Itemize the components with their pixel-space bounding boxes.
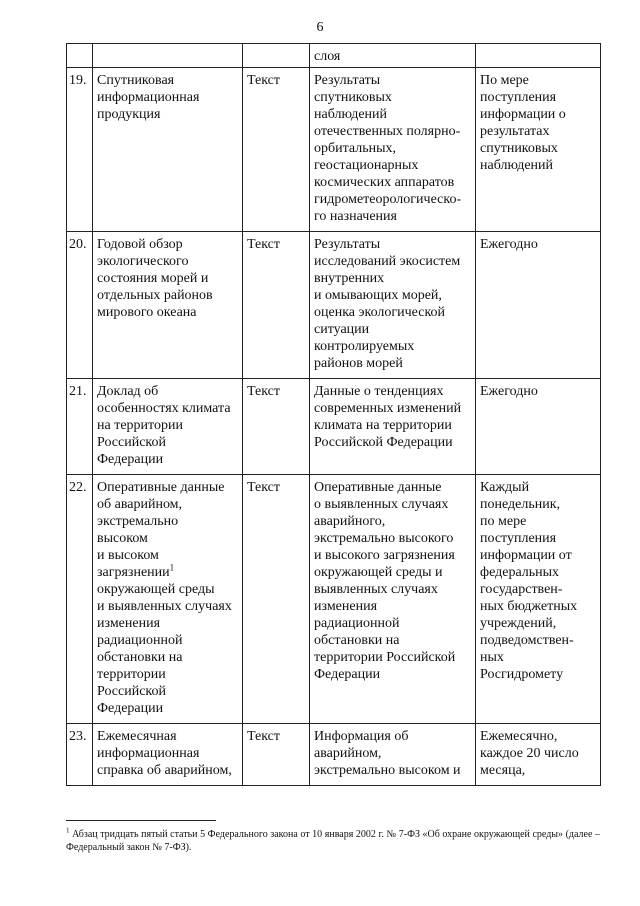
cell-number: 20. — [67, 232, 93, 379]
cell-content: Информация об аварийном, экстремально высоком и — [310, 724, 476, 786]
cell-format: Текст — [243, 475, 310, 724]
cell-format: Текст — [243, 379, 310, 475]
table-row-continuation — [67, 44, 601, 68]
table-row — [67, 68, 601, 232]
cell-name — [93, 475, 243, 724]
footnote-ref[interactable]: 1 — [169, 562, 175, 573]
footnote-mark: 1 — [66, 826, 70, 835]
cell-name-text-cont: окружающей среды и выявленных случаях изменения радиационной обстановки на территории Российской Федерации — [97, 582, 232, 716]
cell-period: Каждый понедельник, по мере поступления информации от федеральных государствен- ных бюджетных учреждений, подведомствен- ных Росгидромету — [476, 475, 601, 724]
cell-number: 21. — [67, 379, 93, 475]
cell-content: Данные о тенденциях современных изменений климата на территории Российской Федерации — [310, 379, 476, 475]
footnote — [66, 828, 600, 854]
cell-name: Годовой обзор экологического состояния морей и отдельных районов мирового океана — [93, 232, 243, 379]
cell-format: Текст — [243, 724, 310, 786]
cell-number — [67, 44, 93, 68]
page-number: 6 — [316, 20, 324, 35]
table-row — [67, 475, 601, 724]
cell-format: Текст — [243, 68, 310, 232]
cell-name — [93, 44, 243, 68]
cell-number: 23. — [67, 724, 93, 786]
cell-number: 19. — [67, 68, 93, 232]
table-row — [67, 724, 601, 786]
cell-content: Оперативные данные о выявленных случаях аварийного, экстремально высокого и высокого загрязнения окружающей среды и выявленных случаях изменения радиационной обстановки на территории Российской Федерации — [310, 475, 476, 724]
cell-period: Ежемесячно, каждое 20 число месяца, — [476, 724, 601, 786]
cell-format — [243, 44, 310, 68]
cell-period: По мере поступления информации о результатах спутниковых наблюдений — [476, 68, 601, 232]
cell-name: Ежемесячная информационная справка об аварийном, — [93, 724, 243, 786]
cell-content: слоя — [310, 44, 476, 68]
cell-name-text: Оперативные данные об аварийном, экстремально высоком и высоком загрязнении — [97, 480, 225, 580]
footnote-divider — [66, 820, 216, 821]
cell-content: Результаты исследований экосистем внутренних и омывающих морей, оценка экологической ситуации контролируемых районов морей — [310, 232, 476, 379]
data-table — [66, 43, 601, 786]
cell-period — [476, 44, 601, 68]
cell-format: Текст — [243, 232, 310, 379]
cell-name: Доклад об особенностях климата на территории Российской Федерации — [93, 379, 243, 475]
cell-content: Результаты спутниковых наблюдений отечественных полярно- орбитальных, геостационарных космических аппаратов гидрометеорологическо- го назначения — [310, 68, 476, 232]
cell-name: Спутниковая информационная продукция — [93, 68, 243, 232]
cell-period: Ежегодно — [476, 379, 601, 475]
cell-period: Ежегодно — [476, 232, 601, 379]
footnote-text: Абзац тридцать пятый статьи 5 Федерального закона от 10 января 2002 г. № 7-ФЗ «Об охране окружающей среды» (далее – Федеральный закон № 7-ФЗ). — [66, 829, 600, 853]
table-row — [67, 232, 601, 379]
cell-number: 22. — [67, 475, 93, 724]
table-row — [67, 379, 601, 475]
